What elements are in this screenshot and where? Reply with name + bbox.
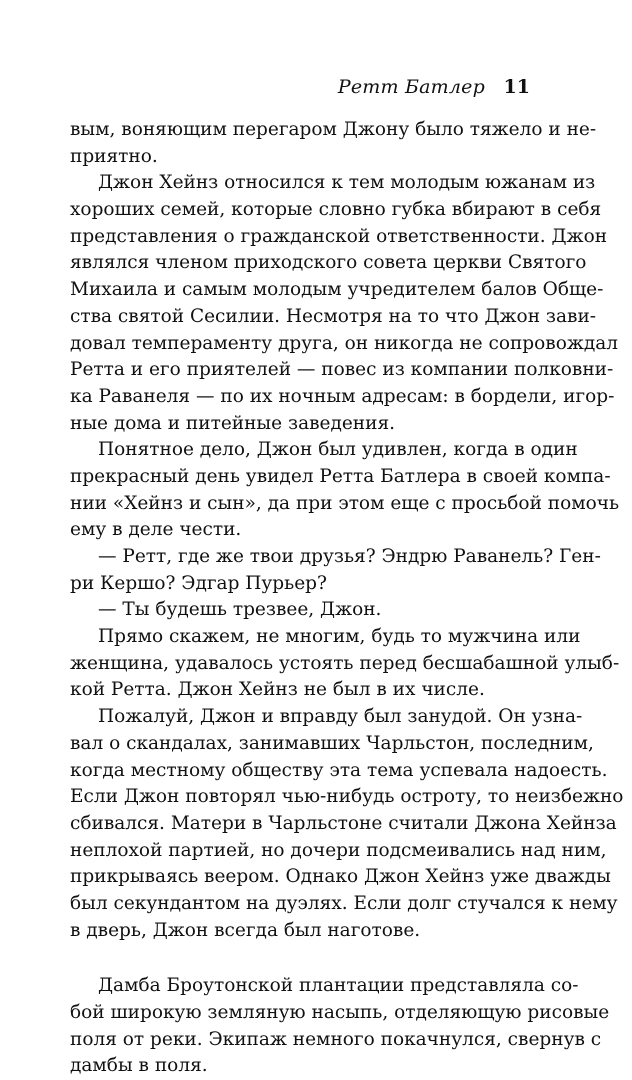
text-line: когда местному обществу эта тема успевала надоесть. [70,759,608,781]
text-line: кой Ретта. Джон Хейнз не был в их числе. [70,679,485,701]
text-line: дамбы в поля. [70,1055,208,1077]
text-line: вым, воняющим перегаром Джону было тяжело и не- [70,119,597,140]
text-line: довал темпераменту друга, он никогда не сопровождал [70,332,619,354]
text-line: бой широкую земляную насыпь, отделяющую рисовые [70,1002,610,1023]
text-line: сбивался. Матери в Чарльстоне считали Джона Хейнза [70,812,617,834]
text-line: — Ретт, где же твои друзья? Эндрю Раванель? Ген- [98,546,601,567]
text-line: нии «Хейнз и сын», да при этом еще с просьбой помочь [70,492,620,514]
text-line: вал о скандалах, занимавших Чарльстон, последним, [70,732,594,754]
text-line: прикрываясь веером. Однако Джон Хейнз уже дважды [70,866,611,888]
text-line: ри Кершо? Эдгар Пурьер? [70,572,327,594]
body-text [70,117,624,1080]
text-line: ные дома и питейные заведения. [70,412,396,434]
running-header [70,75,530,99]
page-number: 11 [503,76,530,98]
text-line: был секундантом на дуэлях. Если долг стучался к нему [70,892,618,914]
text-line: ства святой Сесилии. Несмотря на то что Джон зави- [70,305,597,327]
text-line: приятно. [70,145,158,167]
text-line: Ретта и его приятелей — повес из компании полковни- [70,359,614,381]
text-line: Понятное дело, Джон был удивлен, когда в один [98,439,578,461]
text-line: Пожалуй, Джон и вправду был занудой. Он узна- [98,706,583,728]
text-line: ему в деле чести. [70,519,242,541]
text-line: Джон Хейнз относился к тем молодым южанам из [98,172,596,194]
text-line: в дверь, Джон всегда был наготове. [70,919,421,941]
text-line: ка Раванеля — по их ночным адресам: в бордели, игор- [70,385,615,407]
text-line: женщина, удавалось устоять перед бесшабашной улыб- [70,652,620,674]
text-line: являлся членом приходского совета церкви Святого [70,252,587,274]
text-line: — Ты будешь трезвее, Джон. [98,599,382,621]
text-line: представления о гражданской ответственности. Джон [70,225,608,247]
text-line: Дамба Броутонской плантации представляла со- [98,975,579,997]
text-line: Прямо скажем, не многим, будь то мужчина или [98,626,581,648]
running-title: Ретт Батлер [337,76,485,98]
text-line: Михаила и самым молодым учредителем балов Обще- [70,279,604,301]
text-line: неплохой партией, но дочери подсмеивались над ним, [70,839,607,861]
text-line: хороших семей, которые словно губка вбирают в себя [70,199,602,221]
text-line: Если Джон повторял чью-нибудь остроту, то неизбежно [70,786,624,808]
text-line: поля от реки. Экипаж немного покачнулся, свернув с [70,1028,602,1050]
section-break [70,944,530,973]
text-line: прекрасный день увидел Ретта Батлера в своей компа- [70,465,611,487]
